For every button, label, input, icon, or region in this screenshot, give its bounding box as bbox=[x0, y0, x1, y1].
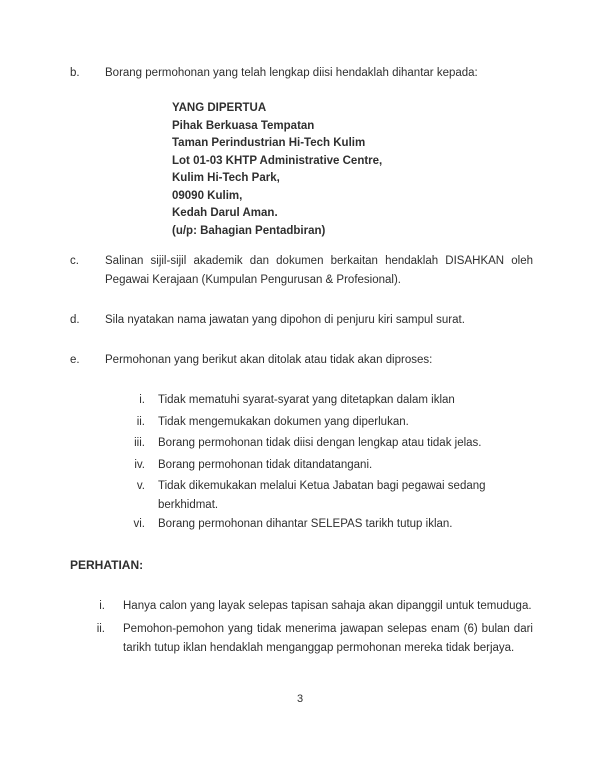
list-item-text: Hanya calon yang layak selepas tapisan sahaja akan dipanggil untuk temuduga. bbox=[123, 600, 532, 612]
list-item-number: ii. bbox=[136, 415, 145, 428]
list-item-text: Borang permohonan tidak ditandatangani. bbox=[158, 458, 373, 471]
list-item-number: iii. bbox=[134, 437, 145, 449]
rejection-list bbox=[105, 391, 533, 534]
list-item-text: Borang permohonan tidak diisi dengan lengkap atau tidak jelas. bbox=[158, 437, 482, 449]
list-item-number: vi. bbox=[133, 518, 145, 530]
address-line: (u/p: Bahagian Pentadbiran) bbox=[172, 224, 326, 237]
list-item-text: Tidak mengemukakan dokumen yang diperlukan. bbox=[158, 415, 409, 428]
list-item-number: i. bbox=[139, 394, 145, 406]
address-line: 09090 Kulim, bbox=[172, 189, 243, 202]
section-e-label: e. bbox=[70, 354, 80, 366]
address-line: Taman Perindustrian Hi-Tech Kulim bbox=[172, 137, 366, 149]
list-item-number: ii. bbox=[96, 622, 105, 635]
list-item-number: v. bbox=[136, 480, 145, 492]
list-item bbox=[105, 456, 533, 475]
section-b-label: b. bbox=[70, 67, 80, 79]
list-item-number: i. bbox=[99, 600, 105, 612]
address-line: Kedah Darul Aman. bbox=[172, 207, 278, 219]
section-c-label: c. bbox=[70, 255, 79, 267]
section-c bbox=[70, 252, 533, 290]
list-item bbox=[105, 477, 533, 515]
list-item bbox=[105, 391, 533, 410]
page-number: 3 bbox=[296, 692, 304, 705]
perhatian-list bbox=[70, 597, 533, 658]
section-d-label: d. bbox=[70, 314, 80, 326]
address-line: Pihak Berkuasa Tempatan bbox=[172, 119, 315, 132]
list-item bbox=[70, 620, 533, 658]
address-line: Lot 01-03 KHTP Administrative Centre, bbox=[172, 154, 383, 167]
perhatian-heading: PERHATIAN: bbox=[70, 558, 144, 572]
list-item bbox=[70, 597, 533, 616]
section-b bbox=[70, 64, 533, 83]
list-item-number: iv. bbox=[134, 458, 145, 471]
section-c-text: Salinan sijil-sijil akademik dan dokumen berkaitan hendaklah DISAHKAN oleh Pegawai Kerajaan (Kumpulan Pengurusan & Profesional). bbox=[105, 255, 533, 286]
address-line: Kulim Hi-Tech Park, bbox=[172, 172, 280, 184]
list-item bbox=[105, 413, 533, 432]
section-b-text: Borang permohonan yang telah lengkap diisi hendaklah dihantar kepada: bbox=[105, 67, 478, 79]
recipient-address-block bbox=[172, 100, 600, 240]
list-item-text: Tidak dikemukakan melalui Ketua Jabatan bagi pegawai sedang berkhidmat. bbox=[158, 480, 486, 511]
list-item bbox=[105, 434, 533, 453]
list-item-text: Pemohon-pemohon yang tidak menerima jawapan selepas enam (6) bulan dari tarikh tutup iklan hendaklah menganggap permohonan mereka tidak berjaya. bbox=[123, 622, 533, 654]
section-d bbox=[70, 311, 533, 330]
list-item-text: Tidak mematuhi syarat-syarat yang ditetapkan dalam iklan bbox=[158, 394, 455, 406]
section-e-text: Permohonan yang berikut akan ditolak atau tidak akan diproses: bbox=[105, 354, 433, 366]
address-line: YANG DIPERTUA bbox=[172, 102, 267, 114]
section-e bbox=[70, 351, 533, 370]
list-item-text: Borang permohonan dihantar SELEPAS tarikh tutup iklan. bbox=[158, 518, 453, 530]
list-item bbox=[105, 515, 533, 534]
section-d-text: Sila nyatakan nama jawatan yang dipohon di penjuru kiri sampul surat. bbox=[105, 314, 465, 326]
